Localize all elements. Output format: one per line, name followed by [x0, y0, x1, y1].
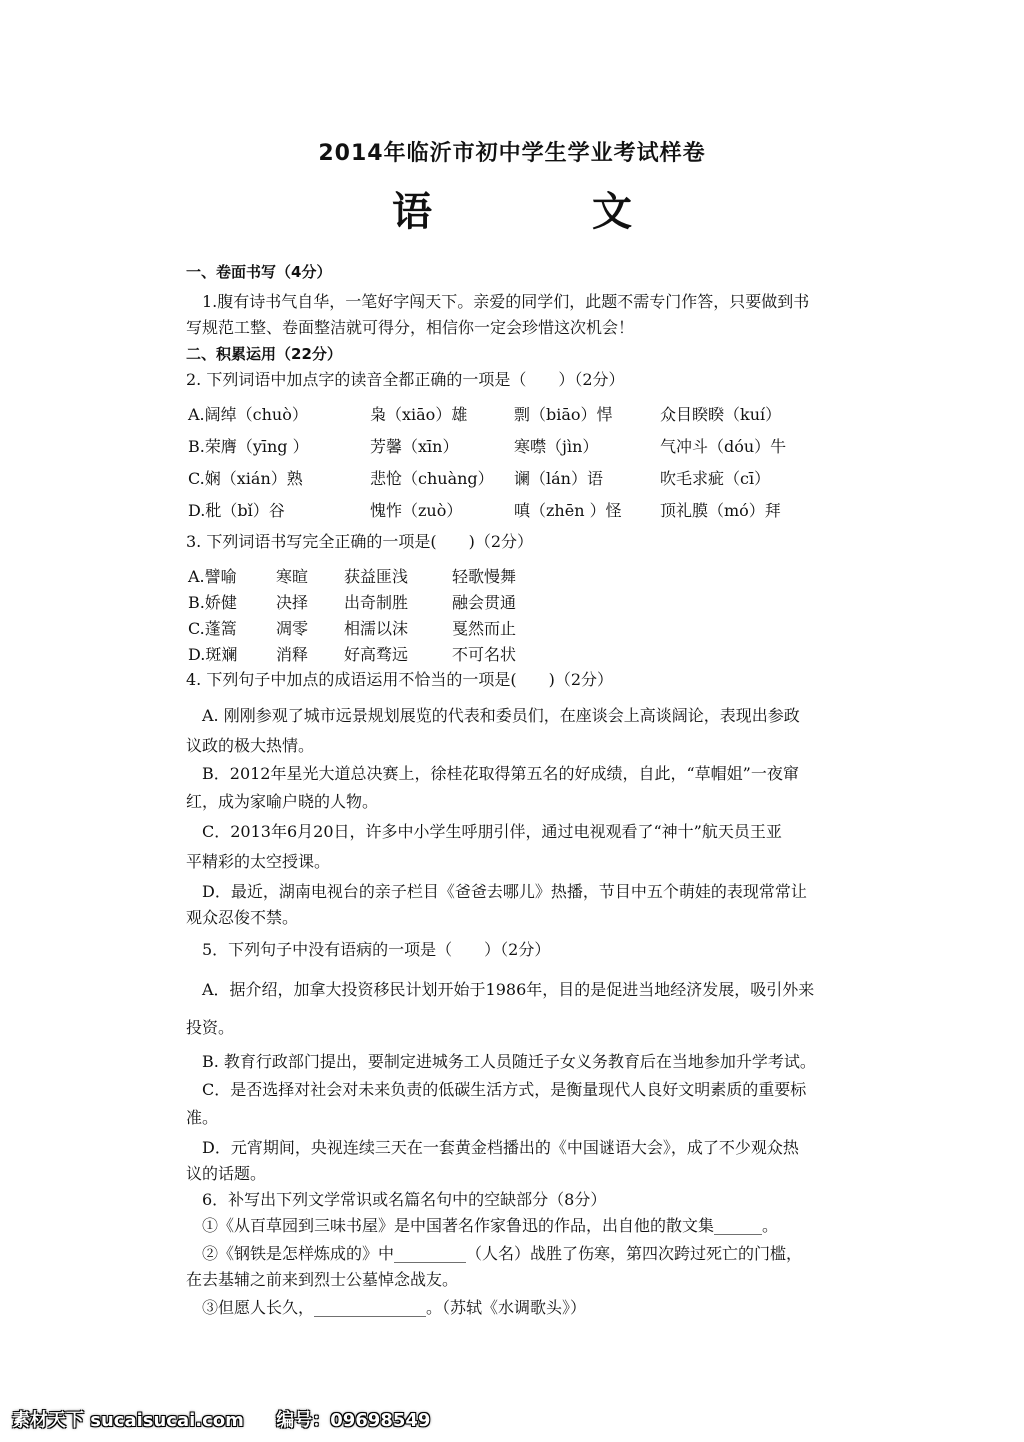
q3-option-a-4: 轻歌慢舞 [452, 567, 517, 586]
q2-option-a-1: A.阔绰（chuò） [188, 405, 308, 424]
q3-option-c-3: 相濡以沫 [344, 619, 409, 638]
q3-option-b-3: 出奇制胜 [344, 593, 409, 612]
q3-option-b-4: 融会贯通 [452, 593, 517, 612]
q3-option-d-2: 消释 [276, 645, 309, 664]
q6-item-2-line-1: ②《钢铁是怎样炼成的》中_________（人名）战胜了伤寒，第四次跨过死亡的门槛， [202, 1244, 803, 1263]
q2-option-d-2: 愧怍（zuò） [370, 501, 463, 520]
question-3-stem: 3. 下列词语书写完全正确的一项是( )（2分） [186, 532, 534, 551]
q2-option-c-3: 谰（lán）语 [514, 469, 603, 488]
watermark-number: 编号：09698549 [276, 1410, 431, 1431]
q2-option-c-1: C.娴（xián）熟 [188, 469, 303, 488]
q3-option-d-1: D.斑斓 [188, 645, 238, 664]
q2-option-d-3: 嗔（zhēn ）怪 [514, 501, 622, 520]
q4-option-b-line-2: 红，成为家喻户晓的人物。 [186, 792, 379, 811]
q3-option-b-2: 决择 [276, 593, 309, 612]
q5-option-a-line-1: A．据介绍，加拿大投资移民计划开始于1986年，目的是促进当地经济发展，吸引外来 [202, 980, 815, 999]
q6-item-3: ③但愿人长久，______________。（苏轼《水调歌头》） [202, 1298, 587, 1317]
q3-option-d-3: 好高骛远 [344, 645, 409, 664]
question-2-stem: 2. 下列词语中加点字的读音全都正确的一项是（ ）（2分） [186, 370, 625, 389]
subject-title: 语 文 [392, 189, 692, 235]
q5-option-d-line-1: D．元宵期间，央视连续三天在一套黄金档播出的《中国谜语大会》，成了不少观众热 [202, 1138, 799, 1157]
watermark-footer [12, 1406, 456, 1432]
q2-option-d-1: D.秕（bǐ）谷 [188, 501, 285, 520]
q4-option-a-line-2: 议政的极大热情。 [186, 736, 315, 755]
question-5-stem: 5．下列句子中没有语病的一项是（ ）（2分） [202, 940, 551, 959]
q5-option-a-line-2: 投资。 [186, 1018, 235, 1037]
q5-option-b-line-1: B. 教育行政部门提出，要制定进城务工人员随迁子女义务教育后在当地参加升学考试。 [202, 1052, 816, 1071]
section-heading-handwriting: 一、卷面书写（4分） [186, 263, 332, 281]
q4-option-a-line-1: A. 刚刚参观了城市远景规划展览的代表和委员们，在座谈会上高谈阔论，表现出参政 [202, 706, 800, 725]
q4-option-d-line-1: D．最近，湖南电视台的亲子栏目《爸爸去哪儿》热播，节目中五个萌娃的表现常常让 [202, 882, 807, 901]
q2-option-c-4: 吹毛求疵（cī） [660, 469, 771, 488]
question-1-line-1: 1.腹有诗书气自华，一笔好字闯天下。亲爱的同学们，此题不需专门作答，只要做到书 [202, 292, 810, 311]
q3-option-c-2: 凋零 [276, 619, 309, 638]
q5-option-d-line-2: 议的话题。 [186, 1164, 267, 1183]
q4-option-d-line-2: 观众忍俊不禁。 [186, 908, 299, 927]
watermark-site: 素材天下 sucaisucai.com [12, 1410, 244, 1431]
q3-option-d-4: 不可名状 [452, 645, 517, 664]
q5-option-c-line-2: 准。 [186, 1108, 219, 1127]
q5-option-c-line-1: C．是否选择对社会对未来负责的低碳生活方式，是衡量现代人良好文明素质的重要标 [202, 1080, 807, 1099]
q3-option-a-3: 获益匪浅 [344, 567, 409, 586]
q6-item-2-line-2: 在去基辅之前来到烈士公墓悼念战友。 [186, 1270, 459, 1289]
q3-option-c-1: C.蓬篙 [188, 619, 237, 638]
question-6-stem: 6．补写出下列文学常识或名篇名句中的空缺部分（8分） [202, 1190, 607, 1209]
exam-title: 2014年临沂市初中学生学业考试样卷 [318, 141, 706, 166]
q3-option-a-1: A.譬喻 [188, 567, 237, 586]
q2-option-c-2: 悲怆（chuàng） [370, 469, 494, 488]
q2-option-b-3: 寒噤（jìn） [514, 437, 599, 456]
q2-option-d-4: 顶礼膜（mó）拜 [660, 501, 781, 520]
q2-option-a-4: 众目睽睽（kuí） [660, 405, 782, 424]
q4-option-b-line-1: B．2012年星光大道总决赛上，徐桂花取得第五名的好成绩，自此，“草帽姐”一夜窜 [202, 764, 799, 783]
q4-option-c-line-1: C．2013年6月20日，许多中小学生呼朋引伴，通过电视观看了“神十”航天员王亚 [202, 822, 782, 841]
q6-item-1: ①《从百草园到三味书屋》是中国著名作家鲁迅的作品，出自他的散文集______。 [202, 1216, 779, 1235]
q4-option-c-line-2: 平精彩的太空授课。 [186, 852, 331, 871]
q3-option-b-1: B.娇健 [188, 593, 237, 612]
question-1-line-2: 写规范工整、卷面整洁就可得分，相信你一定会珍惜这次机会！ [186, 318, 635, 337]
question-4-stem: 4. 下列句子中加点的成语运用不恰当的一项是( )（2分） [186, 670, 614, 689]
q2-option-a-3: 剽（biāo）悍 [514, 405, 613, 424]
q3-option-c-4: 戛然而止 [452, 619, 517, 638]
q3-option-a-2: 寒暄 [276, 567, 309, 586]
q2-option-b-2: 芳馨（xīn） [370, 437, 459, 456]
q2-option-b-4: 气冲斗（dóu）牛 [660, 437, 787, 456]
q2-option-b-1: B.荣膺（yīng ） [188, 437, 309, 456]
q2-option-a-2: 枭（xiāo）雄 [370, 405, 468, 424]
section-heading-accumulation: 二、积累运用（22分） [186, 345, 342, 363]
